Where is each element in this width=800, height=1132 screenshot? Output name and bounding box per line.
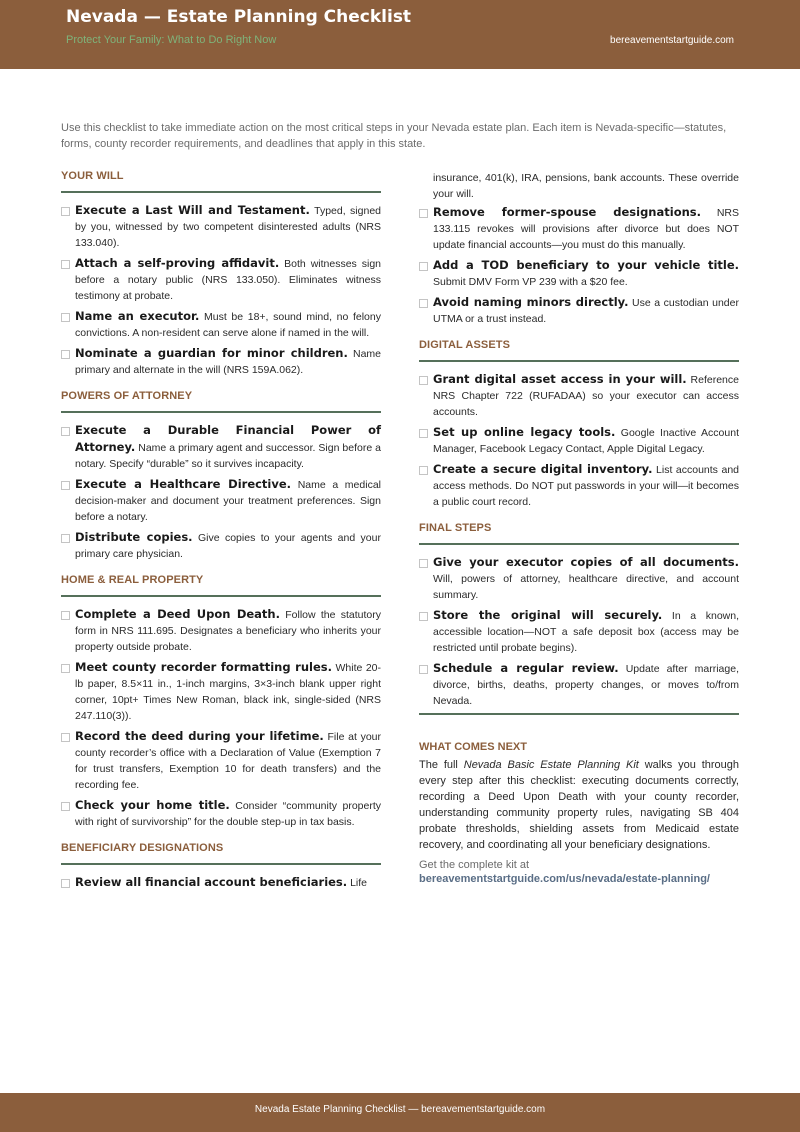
checklist-item: [61, 422, 381, 472]
checkbox[interactable]: [419, 376, 428, 385]
checkbox[interactable]: [419, 429, 428, 438]
item-title: Give your executor copies of all documents.: [433, 555, 739, 569]
kit-url-link[interactable]: bereavementstartguide.com/us/nevada/estate-planning/: [419, 873, 710, 885]
section-heading: YOUR WILL: [61, 170, 124, 182]
item-description: Use a custodian under UTMA or a trust instead.: [433, 297, 739, 325]
item-title: Meet county recorder formatting rules.: [75, 660, 332, 674]
item-description: White 20-lb paper, 8.5×11 in., 1-inch margins, 3×3-inch blank upper right corner, 10pt+ Times New Roman, black ink, single-sided (NRS 247.110(3)).: [75, 662, 381, 722]
checkbox[interactable]: [61, 350, 70, 359]
checklist-item-continuation: insurance, 401(k), IRA, pensions, bank accounts. These override your will.: [433, 172, 739, 200]
section-divider: [61, 595, 381, 597]
item-title: Complete a Deed Upon Death.: [75, 607, 280, 621]
whats-next-paragraph: The full Nevada Basic Estate Planning Kit walks you through every step after this checklist: executing documents correctly, recording a Deed Upon Death with your county recorder, understanding community property rules, navigating SB 404 probate thresholds, shielding assets from Medicaid estate recovery, and coordinating all your beneficiary designations.: [419, 759, 739, 851]
item-title: Store the original will securely.: [433, 608, 663, 622]
checklist-item: [61, 606, 381, 655]
page-footer: [0, 1093, 800, 1132]
item-title: Set up online legacy tools.: [433, 425, 616, 439]
header-site-link[interactable]: bereavementstartguide.com: [610, 35, 734, 46]
checklist-section: [61, 842, 381, 891]
section-divider: [61, 411, 381, 413]
checkbox[interactable]: [61, 534, 70, 543]
checkbox[interactable]: [61, 481, 70, 490]
item-description: NRS 133.115 revokes will provisions after divorce but does NOT update financial accounts—you must do this manually.: [433, 207, 739, 251]
checklist-item: [419, 294, 739, 327]
checklist-item: [419, 607, 739, 656]
item-description: Will, powers of attorney, healthcare directive, and account summary.: [433, 573, 739, 601]
checkbox[interactable]: [61, 260, 70, 269]
footer-text: Nevada Estate Planning Checklist — bereavementstartguide.com: [254, 1104, 546, 1115]
right-column: [419, 170, 739, 885]
checklist-section: [419, 522, 739, 709]
item-description: Google Inactive Account Manager, Facebook Legacy Contact, Apple Digital Legacy.: [433, 427, 739, 455]
checkbox[interactable]: [419, 612, 428, 621]
item-title: Remove former-spouse designations.: [433, 205, 701, 219]
section-heading: BENEFICIARY DESIGNATIONS: [61, 842, 224, 854]
item-title: Check your home title.: [75, 798, 230, 812]
intro-text: Use this checklist to take immediate action on the most critical steps in your Nevada estate plan. Each item is Nevada-specific—statutes, forms, county recorder requirements, and deadlines that apply in this state.: [61, 122, 727, 150]
item-description: Name primary and alternate in the will (NRS 159A.062).: [75, 348, 381, 376]
item-description: Consider “community property with right of survivorship” for the double step-up in tax basis.: [75, 800, 382, 828]
checklist-section: [419, 339, 739, 510]
item-description: Name a medical decision-maker and document your treatment preferences. Sign before a notary.: [75, 479, 381, 523]
item-title: Record the deed during your lifetime.: [75, 729, 324, 743]
checklist-item: [61, 202, 381, 251]
section-divider: [419, 543, 739, 545]
item-title: Schedule a regular review.: [433, 661, 619, 675]
item-title: Execute a Durable Financial Power of Attorney.: [75, 423, 381, 454]
checklist-item: [419, 204, 739, 253]
checklist-item: [61, 308, 381, 341]
page-subtitle: Protect Your Family: What to Do Right Now: [66, 34, 277, 46]
item-description: Give copies to your agents and your primary care physician.: [75, 532, 381, 560]
section-divider: [61, 191, 381, 193]
whats-next-heading: WHAT COMES NEXT: [419, 741, 527, 753]
checkbox[interactable]: [61, 664, 70, 673]
section-divider: [419, 360, 739, 362]
checklist-item: [419, 371, 739, 420]
checkbox[interactable]: [61, 802, 70, 811]
checklist-item: [419, 554, 739, 603]
page-header: [0, 0, 800, 69]
checkbox[interactable]: [61, 879, 70, 888]
item-description: Name a primary agent and successor. Sign before a notary. Specify “durable” so it survives incapacity.: [75, 442, 381, 470]
checklist-section: [61, 390, 381, 562]
item-title: Review all financial account beneficiaries.: [75, 875, 348, 889]
checklist-item: [61, 255, 381, 304]
section-heading: HOME & REAL PROPERTY: [61, 574, 204, 586]
checklist-item: [61, 728, 381, 793]
page-title: Nevada — Estate Planning Checklist: [66, 7, 412, 27]
item-title: Execute a Healthcare Directive.: [75, 477, 292, 491]
section-heading: DIGITAL ASSETS: [419, 339, 511, 351]
checklist-item: [419, 257, 739, 290]
item-title: Distribute copies.: [75, 530, 193, 544]
item-title: Name an executor.: [75, 309, 200, 323]
checklist-item: [419, 660, 739, 709]
checklist-item: [419, 461, 739, 510]
item-title: Avoid naming minors directly.: [433, 295, 629, 309]
checkbox[interactable]: [419, 559, 428, 568]
checkbox[interactable]: [61, 207, 70, 216]
checklist-section: [61, 170, 381, 378]
section-heading: POWERS OF ATTORNEY: [61, 390, 193, 402]
left-column: [61, 170, 381, 895]
checklist-item: [61, 529, 381, 562]
item-description: File at your county recorder’s office with a Declaration of Value (Exemption 7 for trust transfers, Exemption 10 for death transfers) and the recording fee.: [75, 731, 382, 791]
checkbox[interactable]: [61, 427, 70, 436]
checkbox[interactable]: [419, 262, 428, 271]
item-description: In a known, accessible location—NOT a safe deposit box (access may be restricted until probate begins).: [433, 610, 739, 654]
item-description: List accounts and access methods. Do NOT put passwords in your will—it becomes a public court record.: [433, 464, 740, 508]
checkbox[interactable]: [419, 665, 428, 674]
item-description: Typed, signed by you, witnessed by two competent disinterested adults (NRS 133.040).: [75, 205, 381, 249]
checklist-item: [61, 797, 381, 830]
checklist-item: [419, 424, 739, 457]
divider: [419, 713, 739, 715]
item-description: Must be 18+, sound mind, no felony convictions. A non-resident can serve alone if named in the will.: [75, 311, 381, 339]
checkbox[interactable]: [419, 209, 428, 218]
item-title: Create a secure digital inventory.: [433, 462, 653, 476]
item-title: Attach a self-proving affidavit.: [75, 256, 280, 270]
section-divider: [61, 863, 381, 865]
checklist-item: [61, 476, 381, 525]
checkbox[interactable]: [419, 299, 428, 308]
checkbox[interactable]: [61, 611, 70, 620]
item-title: Grant digital asset access in your will.: [433, 372, 687, 386]
item-description: Reference NRS Chapter 722 (RUFADAA) so your executor can access accounts.: [433, 374, 739, 418]
item-description: Follow the statutory form in NRS 111.695. Designates a beneficiary who inherits your property outside probate.: [75, 609, 382, 653]
kit-name: Nevada Basic Estate Planning Kit: [463, 759, 639, 771]
checklist-item: [61, 659, 381, 724]
item-description: Life: [350, 877, 368, 889]
item-title: Execute a Last Will and Testament.: [75, 203, 310, 217]
item-title: Nominate a guardian for minor children.: [75, 346, 348, 360]
item-description: Update after marriage, divorce, births, deaths, property changes, or moves to/from Nevada.: [433, 663, 739, 707]
item-description: Submit DMV Form VP 239 with a $20 fee.: [433, 276, 628, 288]
section-heading: FINAL STEPS: [419, 522, 492, 534]
checklist-item: [61, 874, 381, 891]
checklist-section: [61, 574, 381, 830]
checkbox[interactable]: [61, 733, 70, 742]
item-title: Add a TOD beneficiary to your vehicle title.: [433, 258, 739, 272]
get-kit-label: Get the complete kit at: [419, 859, 530, 871]
checkbox[interactable]: [61, 313, 70, 322]
checklist-item: [61, 345, 381, 378]
item-description: Both witnesses sign before a notary public (NRS 133.050). Eliminates witness testimony at probate.: [75, 258, 381, 302]
checkbox[interactable]: [419, 466, 428, 475]
